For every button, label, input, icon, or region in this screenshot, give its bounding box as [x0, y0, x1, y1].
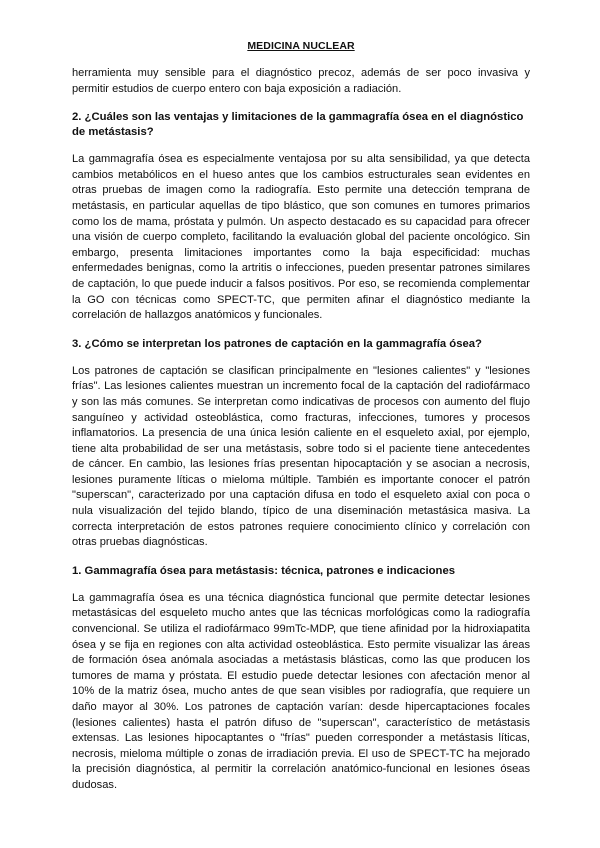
section-heading-2: 2. ¿Cuáles son las ventajas y limitaciones de la gammagrafía ósea en el diagnóstico de metástasis? — [72, 111, 524, 139]
paragraph-technique-indications: La gammagrafía ósea es una técnica diagnóstica funcional que permite detectar lesiones metastásicas del esqueleto mucho antes que las técnicas morfológicas como la radiografía convencional. Se utiliza el radiofármaco 99mTc-MDP, que tiene afinidad por la hidroxiapatita ósea y se fija en regiones con alta actividad osteoblástica. Esto permite visualizar las áreas de formación ósea anómala asociadas a metástasis blásticas, como las que producen los tumores de mama y próstata. El estudio puede detectar lesiones con afectación menor al 10% de la matriz ósea, mucho antes de que sean visibles por radiografía, que requiere un daño mayor al 30%. Los patrones de captación varían: desde hipercaptaciones focales (lesiones calientes) hasta el patrón difuso de "superscan", característico de metástasis extensas. Las lesiones hipocaptantes o "frías" pueden corresponder a metástasis líticas, necrosis, mieloma múltiple o zonas de irradiación previa. El uso de SPECT-TC ha mejorado la precisión diagnóstica, al permitir la correlación anatómico-funcional en lesiones óseas dudosas. — [72, 591, 530, 791]
paragraph-advantages-limitations: La gammagrafía ósea es especialmente ventajosa por su alta sensibilidad, ya que detecta cambios metabólicos en el hueso antes que los cambios estructurales sean evidentes en otras pruebas de imagen como la radiografía. Esto permite una detección temprana de metástasis, en particular aquellas de tipo blástico, que son comunes en tumores primarios como los de mama, próstata y pulmón. Un aspecto destacado es su capacidad para ofrecer una visión de cuerpo completo, facilitando la evaluación global del paciente oncológico. Sin embargo, presenta limitaciones importantes como la baja especificidad: muchas enfermedades benignas, como la artritis o infecciones, pueden presentar patrones similares de captación, lo que puede inducir a falsos positivos. Por eso, se recomienda complementar la GO con técnicas como SPECT-TC, que permiten afinar el diagnóstico mediante la correlación de hallazgos anatómicos y funcionales. — [72, 153, 530, 322]
section-heading-3: 3. ¿Cómo se interpretan los patrones de captación en la gammagrafía ósea? — [72, 337, 482, 350]
section-heading-1: 1. Gammagrafía ósea para metástasis: técnica, patrones e indicaciones — [72, 564, 456, 577]
paragraph-uptake-patterns: Los patrones de captación se clasifican principalmente en "lesiones calientes" y "lesiones frías". Las lesiones calientes muestran un incremento focal de la captación del radiofármaco y son las más comunes. Se interpretan como indicativas de procesos con aumento del flujo sanguíneo y actividad osteoblástica, como fracturas, infecciones, tumores y procesos inflamatorios. La presencia de una única lesión caliente en el esqueleto axial, por ejemplo, tiene alta probabilidad de ser una metástasis, sobre todo si el paciente tiene antecedentes de cáncer. En cambio, las lesiones frías presentan hipocaptación y se asocian a necrosis, lesiones puramente líticas o mieloma múltiple. También es importante conocer el patrón "superscan", caracterizado por una captación difusa en todo el esqueleto axial con poca o nula visualización del tejido blando, típico de una diseminación metastásica masiva. La correcta interpretación de estos patrones requiere conocimiento clínico y correlación con otras pruebas diagnósticas. — [72, 364, 530, 549]
page-header-title: MEDICINA NUCLEAR — [247, 40, 355, 52]
paragraph-intro-continuation: herramienta muy sensible para el diagnóstico precoz, además de ser poco invasiva y permitir estudios de cuerpo entero con baja exposición a radiación. — [72, 67, 530, 95]
